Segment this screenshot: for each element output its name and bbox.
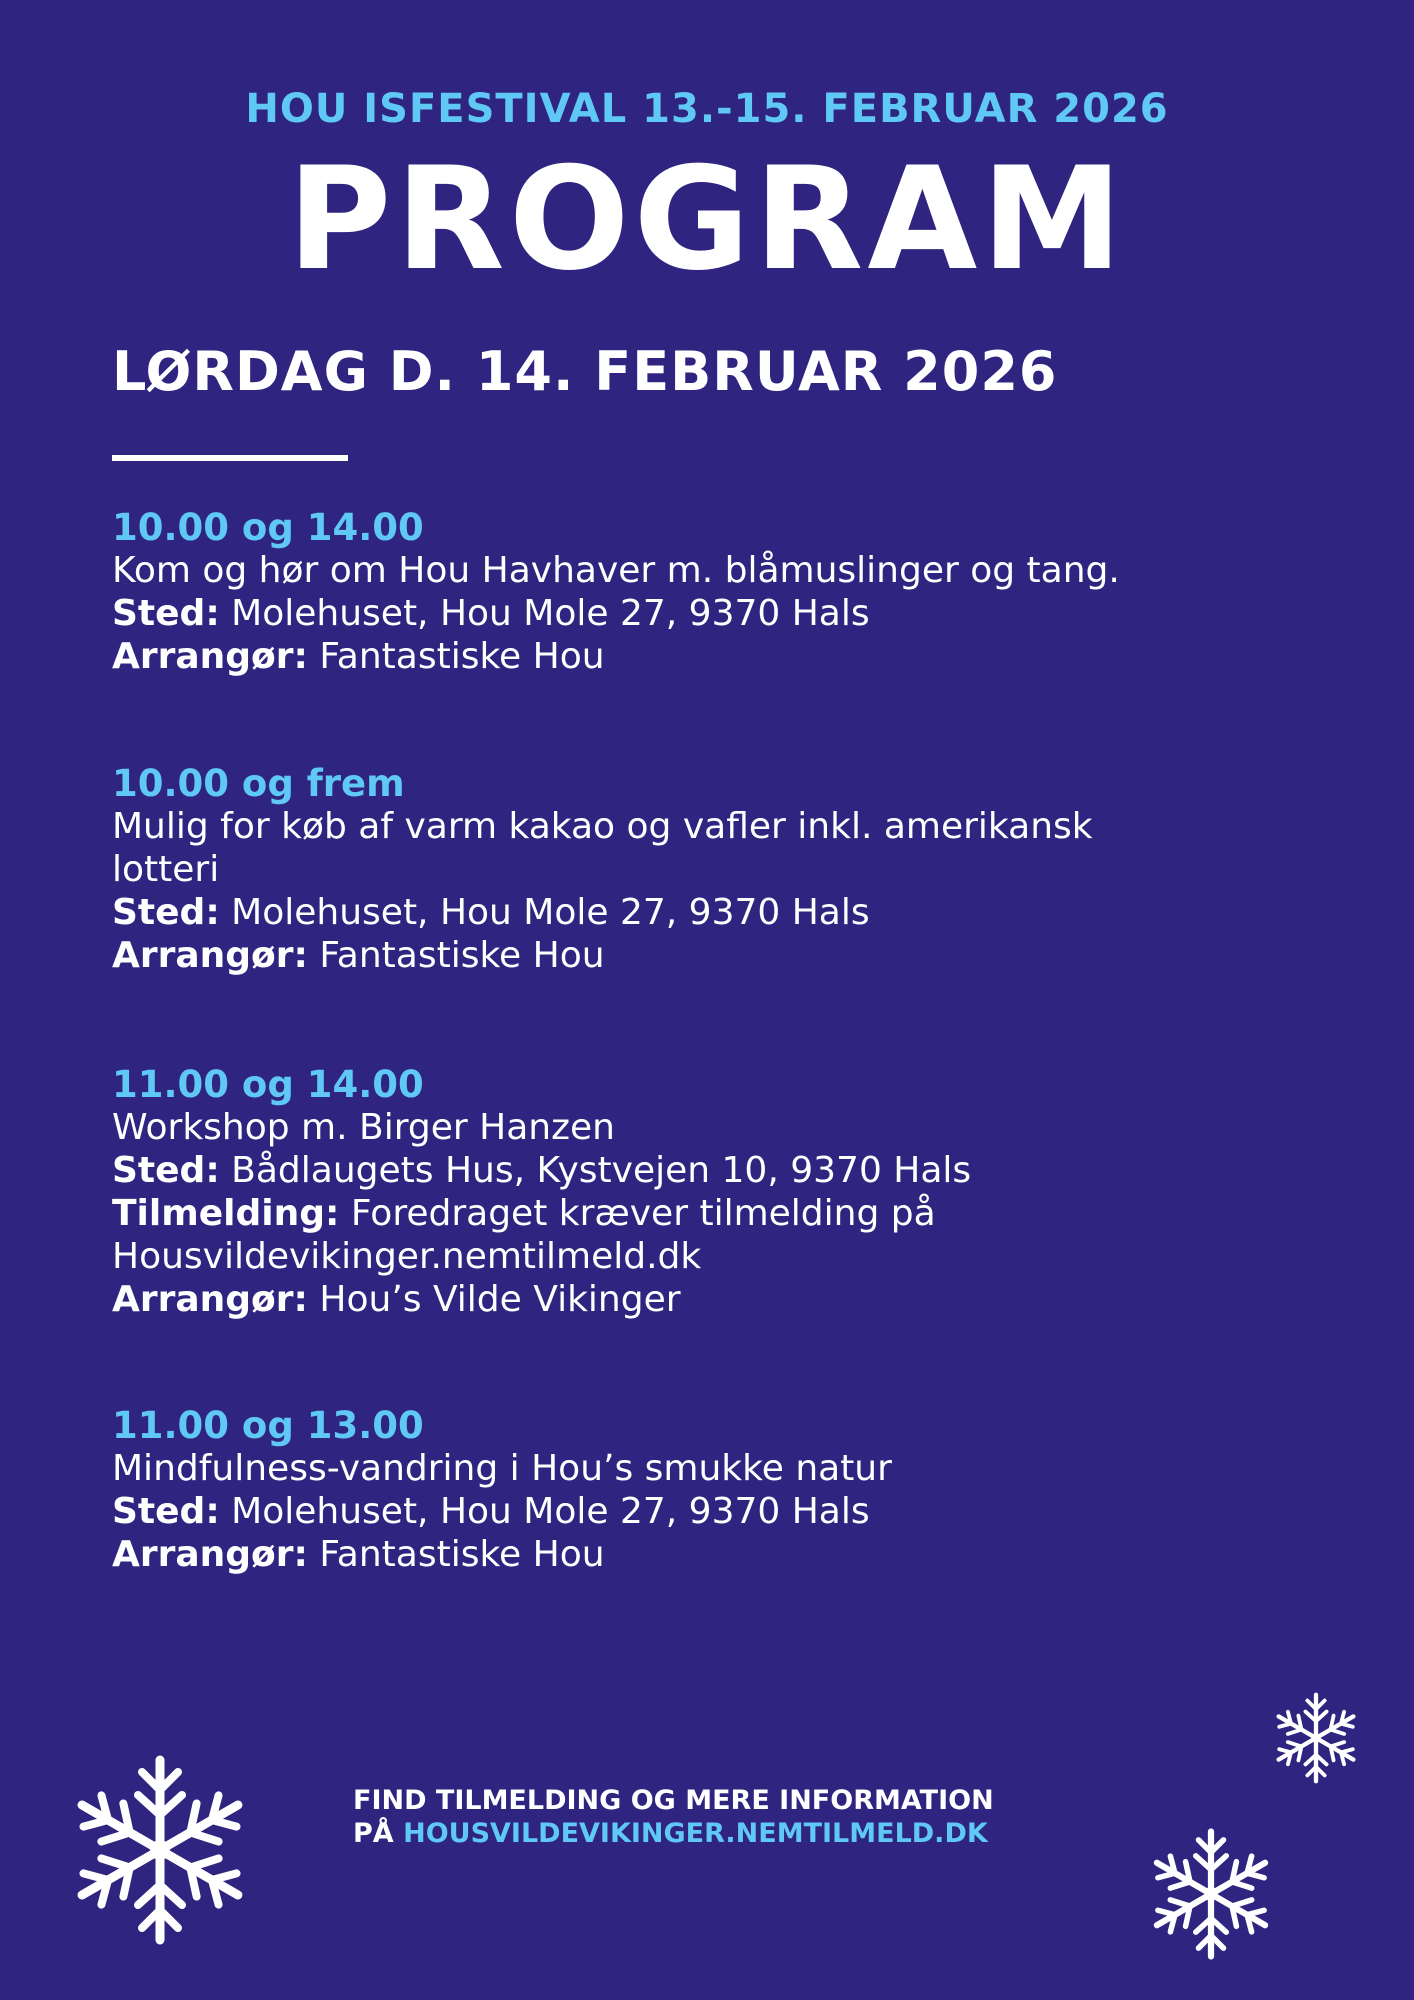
event-description-continued: lotteri	[112, 849, 220, 890]
event-organizer-value: Fantastiske Hou	[319, 935, 605, 976]
event-time: 11.00 og 14.00	[112, 1063, 424, 1106]
event-item	[112, 506, 1292, 678]
arrangoer-label: Arrangør:	[112, 636, 308, 677]
event-location-value: Molehuset, Hou Mole 27, 9370 Hals	[231, 593, 870, 634]
event-location-value: Bådlaugets Hus, Kystvejen 10, 9370 Hals	[231, 1150, 972, 1191]
event-organizer-value: Fantastiske Hou	[319, 636, 605, 677]
event-location	[112, 1149, 1292, 1192]
event-organizer	[112, 1278, 1292, 1321]
arrangoer-label: Arrangør:	[112, 1279, 308, 1320]
sted-label: Sted:	[112, 1491, 220, 1532]
event-location-value: Molehuset, Hou Mole 27, 9370 Hals	[231, 892, 870, 933]
event-description: Kom og hør om Hou Havhaver m. blåmuslinger og tang.	[112, 550, 1120, 591]
event-registration-url: Housvildevikinger.nemtilmeld.dk	[112, 1236, 702, 1277]
footer-prefix: PÅ	[353, 1818, 394, 1849]
event-location	[112, 1490, 1292, 1533]
page-title: PROGRAM	[287, 137, 1127, 302]
arrangoer-label: Arrangør:	[112, 1534, 308, 1575]
sted-label: Sted:	[112, 1150, 220, 1191]
tilmelding-label: Tilmelding:	[112, 1193, 340, 1234]
arrangoer-label: Arrangør:	[112, 935, 308, 976]
footer-link[interactable]: HOUSVILDEVIKINGER.NEMTILMELD.DK	[403, 1818, 988, 1849]
snowflake-icon	[40, 1735, 280, 1965]
event-location-value: Molehuset, Hou Mole 27, 9370 Hals	[231, 1491, 870, 1532]
sted-label: Sted:	[112, 593, 220, 634]
event-registration	[112, 1192, 1292, 1235]
divider	[112, 455, 348, 461]
event-item	[112, 1404, 1292, 1576]
event-description: Workshop m. Birger Hanzen	[112, 1107, 615, 1148]
event-description: Mulig for køb af varm kakao og vafler inkl. amerikansk	[112, 806, 1093, 847]
event-organizer-value: Hou’s Vilde Vikinger	[319, 1279, 681, 1320]
event-organizer	[112, 635, 1292, 678]
event-time: 11.00 og 13.00	[112, 1404, 424, 1447]
event-registration-value: Foredraget kræver tilmelding på	[350, 1193, 936, 1234]
event-time: 10.00 og 14.00	[112, 506, 424, 549]
footer-line: FIND TILMELDING OG MERE INFORMATION	[353, 1785, 994, 1816]
event-description: Mindfulness-vandring i Hou’s smukke natur	[112, 1448, 892, 1489]
event-organizer	[112, 934, 1292, 977]
event-item	[112, 1063, 1292, 1321]
event-organizer	[112, 1533, 1292, 1576]
event-location	[112, 891, 1292, 934]
event-location	[112, 592, 1292, 635]
event-item	[112, 762, 1292, 977]
snowflake-icon	[1268, 1690, 1364, 1786]
sted-label: Sted:	[112, 892, 220, 933]
footer-line	[353, 1817, 994, 1850]
footer-info	[353, 1784, 994, 1850]
festival-subtitle: HOU ISFESTIVAL 13.-15. FEBRUAR 2026	[245, 86, 1169, 132]
day-heading: LØRDAG D. 14. FEBRUAR 2026	[112, 340, 1058, 403]
event-time: 10.00 og frem	[112, 762, 405, 805]
snowflake-icon	[1138, 1826, 1284, 1962]
event-organizer-value: Fantastiske Hou	[319, 1534, 605, 1575]
